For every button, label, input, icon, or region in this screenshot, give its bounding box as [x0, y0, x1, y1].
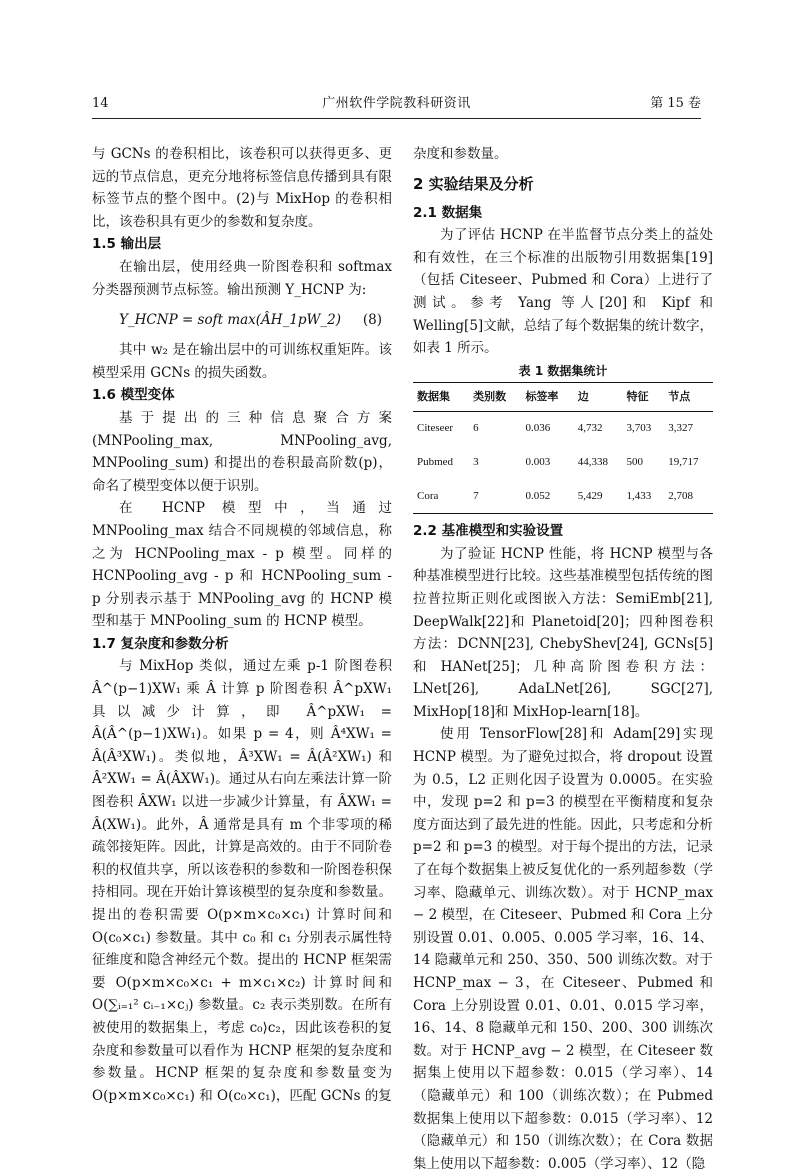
table-header-cell: 节点: [664, 382, 713, 412]
section-heading-1-6: 1.6 模型变体: [92, 387, 175, 404]
table-cell: 5,429: [574, 480, 623, 514]
table-cell: 44,338: [577, 455, 608, 468]
dataset-table: [413, 382, 713, 514]
section-heading-2: 2 实验结果及分析: [413, 174, 534, 193]
table-cell: 3,703: [626, 422, 652, 435]
table-cell: Cora: [413, 480, 469, 514]
paragraph: 基于提出的三种信息聚合方案(MNPooling_max, MNPooling_avg, MNPooling_sum) 和提出的卷积最高阶数(p)，命名了模型变体以便于识别。: [92, 409, 392, 494]
equation-8: [92, 303, 392, 337]
table-header-row: [413, 382, 713, 412]
left-column: [92, 143, 392, 1107]
table-cell: 3,327: [668, 422, 693, 435]
table-row: [413, 480, 713, 514]
table-header-cell: 特征: [622, 382, 664, 412]
table-header-cell: 标签率: [521, 382, 573, 412]
equation-number: (8): [362, 312, 382, 329]
paragraph: 与 GCNs 的卷积相比，该卷积可以获得更多、更远的节点信息，更充分地将标签信息传播到具有限标签节点的整个图中。(2)与 MixHop 的卷积相比，该卷积具有更少的参数和复杂度。: [92, 146, 392, 230]
section-heading-1-7: 1.7 复杂度和参数分析: [92, 635, 229, 652]
section-heading-2-1: 2.1 数据集: [413, 204, 483, 221]
table-cell: Citeseer: [417, 422, 454, 435]
table-cell: 4,732: [577, 422, 603, 435]
paragraph: 在输出层，使用经典一阶图卷积和 softmax 分类器预测节点标签。输出预测 Y_HCNP 为:: [92, 258, 392, 298]
paragraph: 其中 w₂ 是在输出层中的可训练权重矩阵。该模型采用 GCNs 的损失函数。: [92, 342, 392, 381]
table-cell: 7: [469, 480, 521, 514]
table-cell: 6: [473, 422, 479, 435]
table-cell: 19,717: [668, 455, 699, 468]
paragraph: 为了验证 HCNP 性能，将 HCNP 模型与各种基准模型进行比较。这些基准模型包括传统的图拉普拉斯正则化或图嵌入方法：SemiEmb[21], DeepWalk[22]和 Planetoid[20]；四种图卷积方法：DCNN[23], ChebyShev[24], GCNs[5]和 HANet[25]；几种高阶图卷积方法：LNet[26], AdaLNet[26], SGC[27], MixHop[18]和 MixHop-learn[18]。: [413, 545, 713, 720]
paragraph: 使用 TensorFlow[28]和 Adam[29]实现 HCNP 模型。为了避免过拟合，将 dropout 设置为 0.5，L2 正则化因子设置为 0.0005。在实验中，发现 p=2 和 p=3 的模型在平衡精度和复杂度方面达到了最先进的性能。因此，只考虑和分析 p=2 和 p=3 的模型。对于每个提出的方法，记录了在每个数据集上被反复优化的一系列超参数（学习率、隐藏单元、训练次数）。对于 HCNP_max − 2 模型，在 Citeseer、Pubmed 和 Cora 上分别设置 0.01、0.005、0.005 学习率，16、14、14 隐藏单元和 250、350、500 训练次数。对于 HCNP_max − 3，在 Citeseer、Pubmed 和 Cora 上分别设置 0.01、0.01、0.015 学习率，16、14、8 隐藏单元和 150、200、300 训练次数。对于 HCNP_avg − 2 模型，在 Citeseer 数据集上使用以下超参数：0.015（学习率）、14（隐藏单元）和 100（训练次数）；在 Pubmed 数据集上使用以下超参数：0.015（学习率）、12（隐藏单元）和 150（训练次数）；在 Cora 数据集上使用以下超参数：0.005（学习率）、12（隐: [413, 726, 713, 1172]
right-column: [413, 143, 713, 1175]
equation-body: Y_HCNP = soft max(ÂH_1pW_2): [119, 312, 342, 329]
table-cell: 0.052: [521, 480, 573, 514]
table-cell: 1,433: [622, 480, 664, 514]
table-cell: 500: [626, 455, 643, 468]
table-cell: 0.003: [525, 455, 551, 468]
section-heading-2-2: 2.2 基准模型和实验设置: [413, 523, 564, 540]
header-rule: [92, 118, 701, 119]
journal-title: 广州软件学院教科研资讯: [322, 96, 471, 111]
table-header-cell: 数据集: [413, 382, 469, 412]
table-cell: 2,708: [664, 480, 713, 514]
page-number: 14: [92, 96, 109, 111]
table-cell: 0.036: [525, 422, 551, 435]
table-cell: Pubmed: [417, 455, 454, 468]
paragraph: 在 HCNP 模型中，当通过 MNPooling_max 结合不同规模的邻域信息，称之为 HCNPooling_max - p 模型。同样的 HCNPooling_avg - p 和 HCNPooling_sum - p 分别表示基于 MNPooling_avg 的 HCNP 模型和基于 MNPooling_sum 的 HCNP 模型。: [92, 500, 392, 630]
volume-label: 第 15 卷: [650, 96, 701, 111]
table-row: [413, 446, 713, 480]
running-header: [92, 92, 701, 116]
section-heading-1-5: 1.5 输出层: [92, 236, 162, 253]
paragraph: 杂度和参数量。: [413, 146, 508, 162]
table-cell: 3: [473, 455, 479, 468]
paragraph: 与 MixHop 类似，通过左乘 p-1 阶图卷积 Â^(p−1)XW₁ 乘 Â 计算 p 阶图卷积 Â^pXW₁ 具以减少计算，即 Â^pXW₁ = Â(Â^(p−1)XW₁)。如果 p = 4，则 Â⁴XW₁ = Â(Â³XW₁)。类似地，Â³XW₁ = Â(Â²XW₁) 和 Â²XW₁ = Â(ÂXW₁)。通过从右向左乘法计算一阶图卷积 ÂXW₁ 以进一步减少计算量，有 ÂXW₁ = Â(XW₁)。此外，Â 通常是具有 m 个非零项的稀疏邻接矩阵。因此，计算是高效的。由于不同阶卷积的权值共享，所以该卷积的参数和一阶图卷积保持相同。现在开始计算该模型的复杂度和参数量。提出的卷积需要 O(p×m×c₀×c₁) 计算时间和 O(c₀×c₁) 参数量。其中 c₀ 和 c₁ 分别表示属性特征维度和隐含神经元个数。提出的 HCNP 框架需要 O(p×m×c₀×c₁ + m×c₁×c₂) 计算时间和 O(∑ᵢ₌₁² cᵢ₋₁×cⱼ) 参数量。c₂ 表示类别数。在所有被使用的数据集上，考虑 c₀⟩c₂，因此该卷积的复杂度和参数量可以看作为 HCNP 框架的复杂度和参数量。HCNP 框架的复杂度和参数量变为 O(p×m×c₀×c₁) 和 O(c₀×c₁)，匹配 GCNs 的复: [92, 658, 392, 1104]
paragraph: 为了评估 HCNP 在半监督节点分类上的益处和有效性，在三个标准的出版物引用数据集[19]（包括 Citeseer、Pubmed 和 Cora）上进行了测试。参考 Yang 等人[20]和 Kipf 和 Welling[5]文献，总结了每个数据集的统计数字，如表 1 所示。: [413, 227, 713, 357]
table-caption: 表 1 数据集统计: [518, 363, 608, 378]
table-header-cell: 类别数: [469, 382, 521, 412]
table-row: [413, 412, 713, 446]
table-header-cell: 边: [574, 382, 623, 412]
